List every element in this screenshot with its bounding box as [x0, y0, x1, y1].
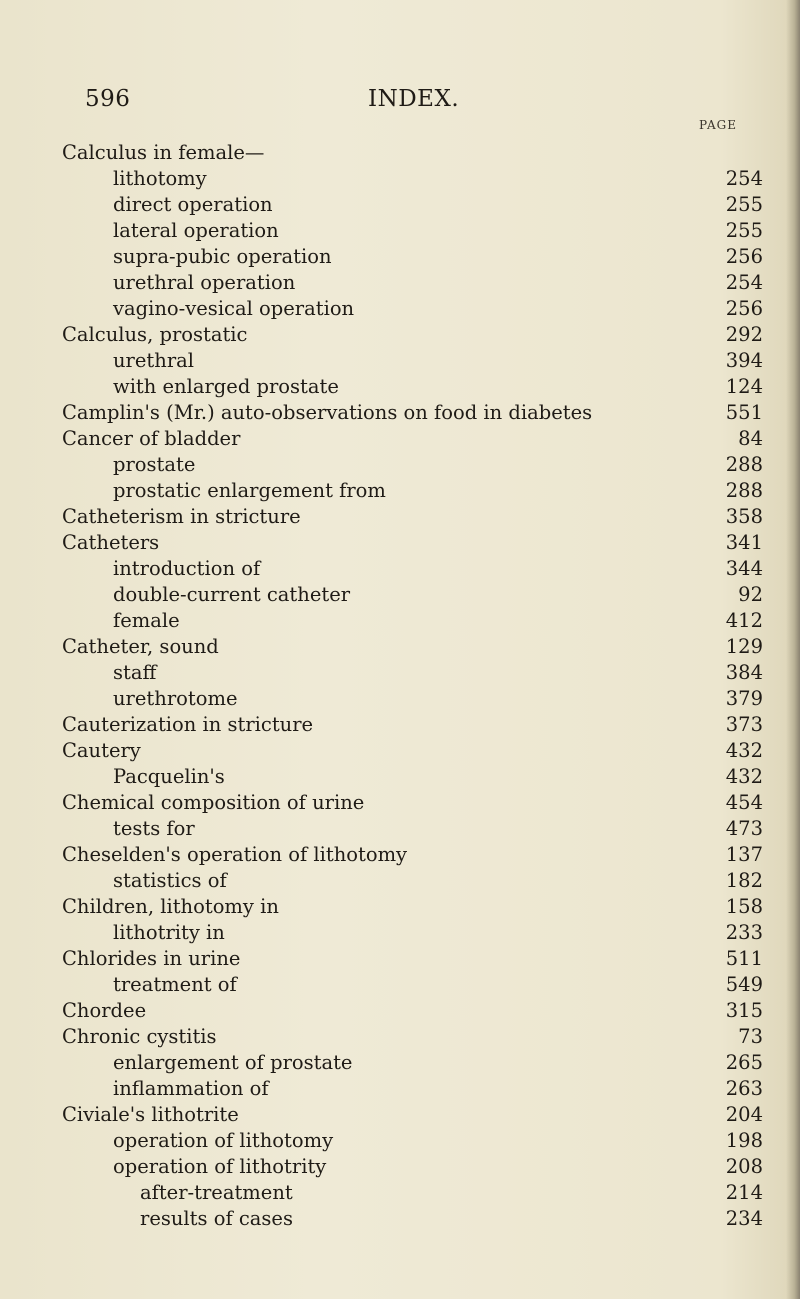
index-term: female	[113, 609, 180, 632]
index-term: direct operation	[113, 193, 273, 216]
index-term: Pacquelin's	[113, 765, 225, 788]
index-entry	[0, 348, 800, 374]
index-term: treatment of	[113, 973, 237, 996]
index-entry	[0, 218, 800, 244]
index-entry	[0, 530, 800, 556]
index-entry	[0, 764, 800, 790]
index-term: introduction of	[113, 557, 261, 580]
index-entry	[0, 582, 800, 608]
index-term: Cauterization in stricture	[62, 713, 314, 736]
index-term: staff	[113, 661, 157, 684]
index-entry	[0, 686, 800, 712]
index-page-ref: 432	[725, 765, 763, 788]
index-entry	[0, 946, 800, 972]
index-entry	[0, 556, 800, 582]
index-page-ref: 254	[725, 167, 763, 190]
index-term: urethral	[113, 349, 194, 372]
index-entry	[0, 1154, 800, 1180]
index-page-ref: 84	[738, 427, 763, 450]
index-page-ref: 204	[725, 1103, 763, 1126]
index-entry	[0, 400, 800, 426]
index-entry	[0, 660, 800, 686]
index-page-ref: 394	[725, 349, 763, 372]
index-term: Catheterism in stricture	[62, 505, 301, 528]
index-term: Chlorides in urine	[62, 947, 241, 970]
index-entry	[0, 270, 800, 296]
index-entry	[0, 244, 800, 270]
index-term: Civiale's lithotrite	[62, 1103, 239, 1126]
index-term: Catheter, sound	[62, 635, 219, 658]
index-term: prostate	[113, 453, 196, 476]
index-page-ref: 344	[725, 557, 763, 580]
index-page-ref: 432	[725, 739, 763, 762]
index-entry	[0, 868, 800, 894]
index-page-ref: 549	[725, 973, 763, 996]
index-page-ref: 412	[725, 609, 763, 632]
index-page-ref: 255	[725, 193, 763, 216]
index-page-ref: 551	[725, 401, 763, 424]
index-entry	[0, 322, 800, 348]
index-term: lateral operation	[113, 219, 279, 242]
index-entry	[0, 374, 800, 400]
index-page-ref: 292	[725, 323, 763, 346]
index-entry	[0, 452, 800, 478]
index-term: Children, lithotomy in	[62, 895, 279, 918]
index-term: Chordee	[62, 999, 147, 1022]
index-term: operation of lithotrity	[113, 1155, 327, 1178]
index-page-ref: 373	[725, 713, 763, 736]
index-term: Cautery	[62, 739, 141, 762]
index-page-ref: 73	[738, 1025, 763, 1048]
running-head: INDEX.	[368, 86, 460, 112]
index-term: statistics of	[113, 869, 227, 892]
index-term: with enlarged prostate	[113, 375, 339, 398]
index-entry	[0, 426, 800, 452]
index-term: Cheselden's operation of lithotomy	[62, 843, 408, 866]
index-entry	[0, 140, 800, 166]
index-page-ref: 124	[725, 375, 763, 398]
index-entry	[0, 296, 800, 322]
index-page-ref: 315	[725, 999, 763, 1022]
index-entry	[0, 504, 800, 530]
index-entry	[0, 608, 800, 634]
page-header	[0, 86, 800, 116]
page-number: 596	[85, 86, 131, 112]
index-page-ref: 214	[725, 1181, 763, 1204]
index-page-ref: 92	[738, 583, 763, 606]
index-entry	[0, 998, 800, 1024]
index-entry	[0, 192, 800, 218]
index-page-ref: 137	[725, 843, 763, 866]
index-term: operation of lithotomy	[113, 1129, 334, 1152]
index-term: Chemical composition of urine	[62, 791, 365, 814]
index-page-ref: 454	[725, 791, 763, 814]
index-term: Cancer of bladder	[62, 427, 241, 450]
index-entry	[0, 1024, 800, 1050]
index-page-ref: 473	[725, 817, 763, 840]
index-entry	[0, 1050, 800, 1076]
index-entry	[0, 972, 800, 998]
index-term: Camplin's (Mr.) auto-observations on food in diabetes	[62, 401, 593, 424]
index-entry	[0, 478, 800, 504]
index-entry	[0, 1180, 800, 1206]
index-term: Chronic cystitis	[62, 1025, 217, 1048]
index-page-ref: 511	[725, 947, 763, 970]
index-term: lithotrity in	[113, 921, 225, 944]
index-page-ref: 255	[725, 219, 763, 242]
page-column-label: PAGE	[699, 118, 737, 132]
index-entry	[0, 1076, 800, 1102]
index-term: supra-pubic operation	[113, 245, 332, 268]
index-page-ref: 198	[725, 1129, 763, 1152]
index-term: vagino-vesical operation	[113, 297, 355, 320]
index-entry	[0, 166, 800, 192]
index-term: enlargement of prostate	[113, 1051, 353, 1074]
index-entry	[0, 894, 800, 920]
index-page-ref: 379	[725, 687, 763, 710]
index-entry	[0, 920, 800, 946]
index-page-ref: 341	[725, 531, 763, 554]
index-page-ref: 384	[725, 661, 763, 684]
index-page-ref: 234	[725, 1207, 763, 1230]
index-term: inflammation of	[113, 1077, 269, 1100]
index-term: tests for	[113, 817, 195, 840]
index-term: Calculus in female—	[62, 141, 265, 164]
index-entry	[0, 842, 800, 868]
index-page-ref: 263	[725, 1077, 763, 1100]
index-page-ref: 254	[725, 271, 763, 294]
index-page-ref: 158	[725, 895, 763, 918]
index-entry	[0, 712, 800, 738]
index-term: urethrotome	[113, 687, 238, 710]
index-page-ref: 208	[725, 1155, 763, 1178]
index-entry	[0, 1128, 800, 1154]
index-entry	[0, 1102, 800, 1128]
index-page-ref: 233	[725, 921, 763, 944]
index-term: prostatic enlargement from	[113, 479, 386, 502]
index-entry	[0, 816, 800, 842]
index-term: Catheters	[62, 531, 160, 554]
index-entry	[0, 1206, 800, 1232]
index-page-ref: 288	[725, 479, 763, 502]
index-page-ref: 182	[725, 869, 763, 892]
index-page-ref: 129	[725, 635, 763, 658]
index-entry	[0, 790, 800, 816]
index-page-ref: 256	[725, 297, 763, 320]
index-term: double-current catheter	[113, 583, 351, 606]
index-page-ref: 256	[725, 245, 763, 268]
index-term: results of cases	[140, 1207, 293, 1230]
index-page-ref: 358	[725, 505, 763, 528]
index-entry	[0, 738, 800, 764]
index-page-ref: 265	[725, 1051, 763, 1074]
index-term: after-treatment	[140, 1181, 293, 1204]
index-term: Calculus, prostatic	[62, 323, 248, 346]
index-entry	[0, 634, 800, 660]
index-term: lithotomy	[113, 167, 207, 190]
index-page-ref: 288	[725, 453, 763, 476]
index-term: urethral operation	[113, 271, 296, 294]
